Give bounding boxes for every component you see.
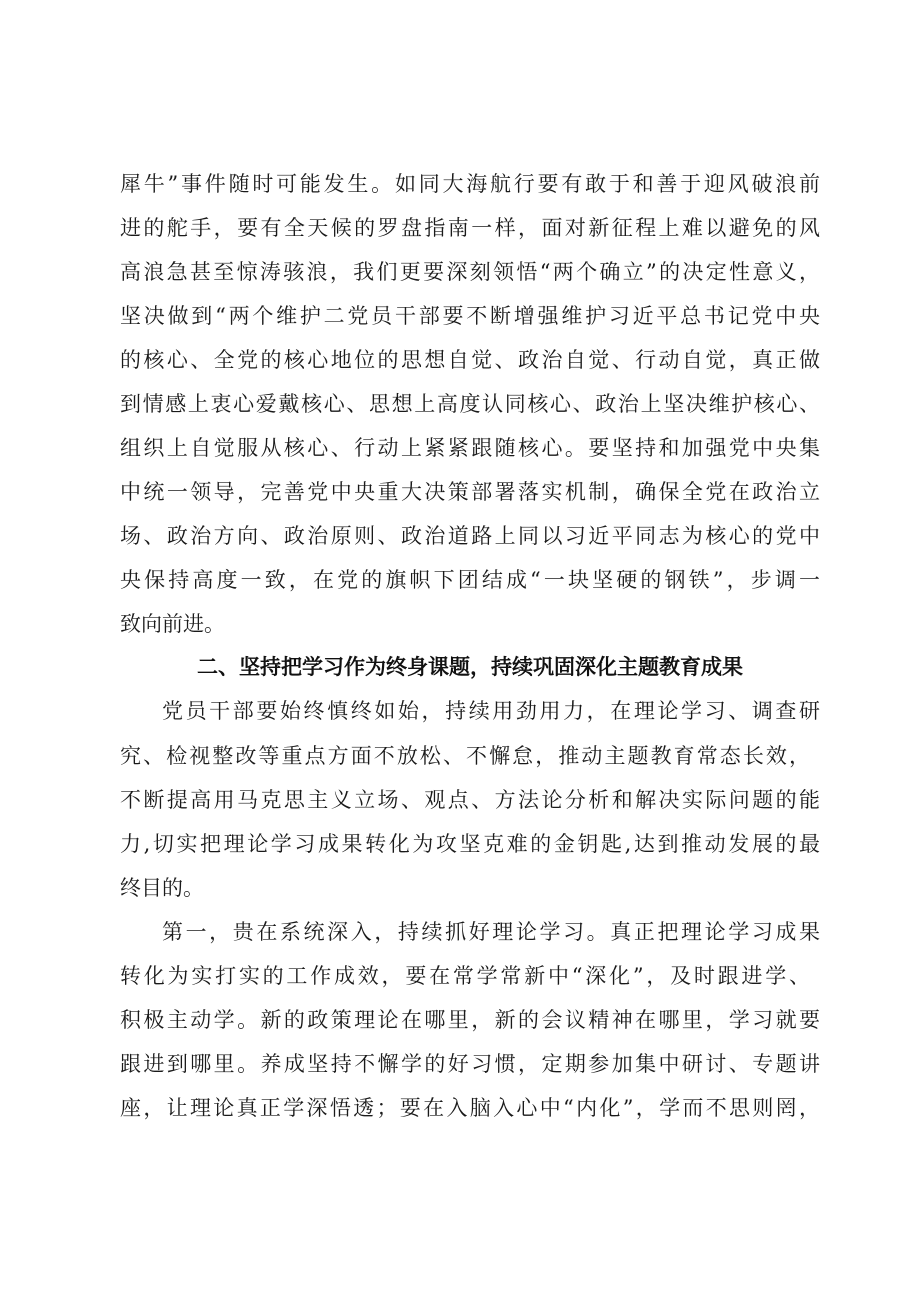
paragraph-line: 力,切实把理论学习成果转化为攻坚克难的金钥匙,达到推动发展的最 <box>120 832 820 856</box>
paragraph-line: 到情感上衷心爱戴核心、思想上高度认同核心、政治上坚决维护核心、 <box>120 392 820 416</box>
paragraph-line: 致向前进。 <box>120 612 225 636</box>
paragraph-line: 组织上自觉服从核心、行动上紧紧跟随核心。要坚持和加强党中央集 <box>120 436 820 460</box>
paragraph-line: 座，让理论真正学深悟透；要在入脑入心中“内化”，学而不思则罔， <box>120 1096 820 1120</box>
paragraph-line: 究、检视整改等重点方面不放松、不懈怠，推动主题教育常态长效， <box>120 744 810 768</box>
paragraph-line: 坚决做到“两个维护二党员干部要不断增强维护习近平总书记党中央 <box>120 304 820 328</box>
paragraph-line: 中统一领导，完善党中央重大决策部署落实机制，确保全党在政治立 <box>120 480 820 504</box>
paragraph-line: 终目的。 <box>120 876 204 900</box>
paragraph-line: 进的舵手，要有全天候的罗盘指南一样，面对新征程上难以避免的风 <box>120 216 820 240</box>
paragraph-line: 跟进到哪里。养成坚持不懈学的好习惯，定期参加集中研讨、专题讲 <box>120 1052 820 1076</box>
section-heading: 二、坚持把学习作为终身课题，持续巩固深化主题教育成果 <box>197 655 743 679</box>
paragraph-line: 积极主动学。新的政策理论在哪里，新的会议精神在哪里，学习就要 <box>120 1008 820 1032</box>
paragraph-line: 央保持高度一致，在党的旗帜下团结成“一块坚硬的钢铁”，步调一 <box>120 568 820 592</box>
paragraph-line: 场、政治方向、政治原则、政治道路上同以习近平同志为核心的党中 <box>120 524 820 548</box>
paragraph-line: 的核心、全党的核心地位的思想自觉、政治自觉、行动自觉，真正做 <box>120 348 820 372</box>
paragraph-line: 转化为实打实的工作成效，要在常学常新中“深化”，及时跟进学、 <box>120 964 810 988</box>
paragraph-line: 第一，贵在系统深入，持续抓好理论学习。真正把理论学习成果 <box>162 920 820 944</box>
paragraph-line: 犀牛”事件随时可能发生。如同大海航行要有敢于和善于迎风破浪前 <box>120 172 820 196</box>
paragraph-line: 高浪急甚至惊涛骇浪，我们更要深刻领悟“两个确立”的决定性意义， <box>120 260 820 284</box>
paragraph-line: 党员干部要始终慎终如始，持续用劲用力，在理论学习、调查研 <box>162 699 820 723</box>
paragraph-line: 不断提高用马克思主义立场、观点、方法论分析和解决实际问题的能 <box>120 788 820 812</box>
